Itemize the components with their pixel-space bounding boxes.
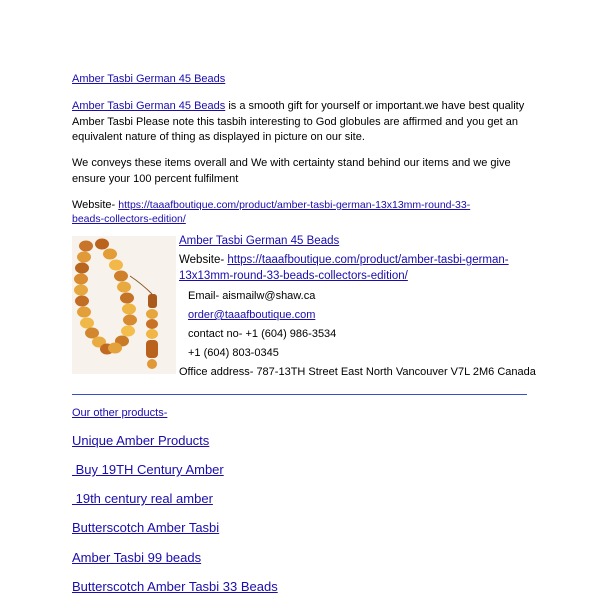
email-line: Email- aismailw@shaw.ca: [188, 290, 316, 302]
product-link-unique-amber[interactable]: Unique Amber Products: [72, 433, 210, 448]
product-link-butterscotch-33[interactable]: Butterscotch Amber Tasbi 33 Beads: [72, 579, 278, 594]
card-website-url-link[interactable]: https://taaafboutique.com/product/amber-tasbi-german-13x13mm-round-33-beads-collectors-edition/: [179, 254, 509, 282]
amber-beads-picture: [72, 236, 176, 374]
divider: [72, 394, 527, 395]
website-url-link[interactable]: https://taaafboutique.com/product/amber-tasbi-german-13x13mm-round-33-beads-collectors-edition/: [72, 199, 471, 225]
fulfilment-paragraph: We conveys these items overall and We with certainty stand behind our items and we give ensure your 100 percent fulfilment: [72, 157, 511, 185]
card-title-link[interactable]: Amber Tasbi German 45 Beads: [179, 235, 340, 247]
title-link[interactable]: Amber Tasbi German 45 Beads: [72, 73, 226, 85]
intro-text: is a smooth gift for yourself or important.we have best quality Amber Tasbi Please note this tasbih interesting to God globules are affirmed and you get an equivalent nature of thing as displayed in picture on our site.: [72, 100, 525, 143]
card-website-label: Website-: [179, 254, 228, 266]
order-email-link[interactable]: order@taaafboutique.com: [188, 309, 316, 321]
office-address: Office address- 787-13TH Street East North Vancouver V7L 2M6 Canada: [179, 366, 536, 378]
intro-paragraph: [72, 99, 532, 146]
product-link-19th-century-amber[interactable]: Buy 19TH Century Amber: [72, 462, 224, 477]
product-link-19th-century-real-amber[interactable]: 19th century real amber: [72, 491, 213, 506]
website-line: [72, 198, 502, 226]
other-products-heading[interactable]: Our other products-: [72, 407, 168, 419]
contact-card: [179, 234, 539, 382]
intro-link[interactable]: Amber Tasbi German 45 Beads: [72, 100, 226, 112]
product-link-tasbi-99[interactable]: Amber Tasbi 99 beads: [72, 550, 202, 565]
amber-tasbi-image: [72, 236, 176, 374]
website-label: Website-: [72, 199, 119, 211]
contact-number: contact no- +1 (604) 986-3534: [188, 328, 337, 340]
card-website-line: [179, 252, 539, 284]
product-link-butterscotch-tasbi[interactable]: Butterscotch Amber Tasbi: [72, 520, 220, 535]
phone-number-2: +1 (604) 803-0345: [188, 347, 279, 359]
